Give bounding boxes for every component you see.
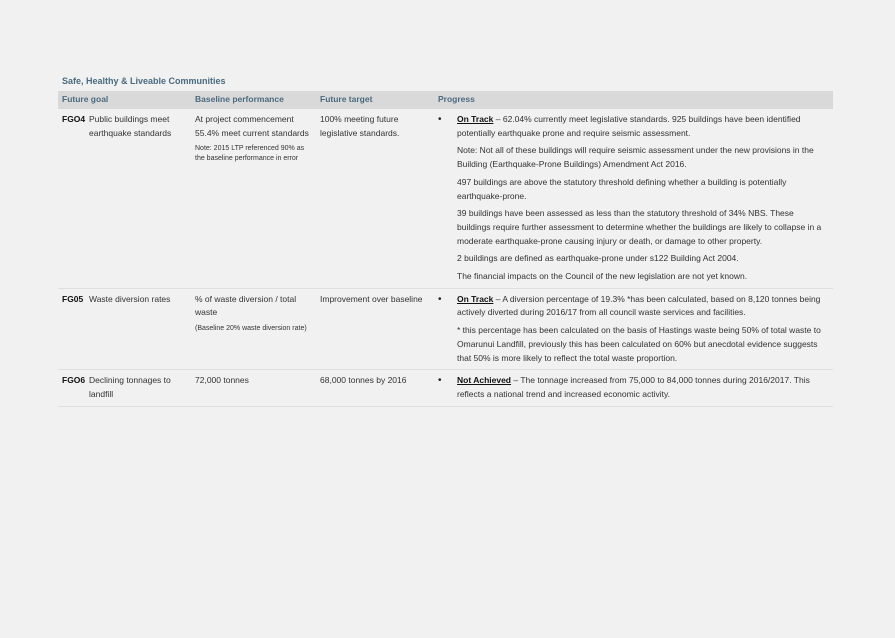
status-label: On Track	[457, 114, 494, 124]
bullet-icon: •	[438, 114, 442, 125]
progress-paragraph: 497 buildings are above the statutory threshold defining whether a building is potentially earthquake-prone.	[457, 176, 787, 201]
bullet-icon: •	[438, 293, 442, 305]
section-title: Safe, Healthy & Liveable Communities	[62, 76, 226, 86]
status-text: – The tonnage increased from 75,000 to 84,000 tonnes during 2016/2017. This reflects a national trend and increased economic activity.	[457, 375, 810, 399]
status-text: – 62.04% currently meet legislative standards. 925 buildings have been identified potentially earthquake prone and require seismic assessment.	[457, 114, 801, 138]
progress-status-paragraph	[457, 293, 829, 320]
header-future-target: Future target	[316, 91, 434, 109]
baseline-cell	[191, 109, 316, 288]
goal-name: Public buildings meet earthquake standards	[89, 114, 172, 138]
progress-paragraph: 2 buildings are defined as earthquake-prone under s122 Building Act 2004.	[457, 253, 739, 264]
baseline-cell	[191, 288, 316, 370]
progress-paragraph: * this percentage has been calculated on the basis of Hastings waste being 50% of total waste to Omarunui Landfill, previously this has been calculated on 60% but anecdotal evidence suggests that 50% is more likely to reflect the total waste proportion.	[457, 325, 821, 363]
goal-cell	[58, 370, 191, 406]
goal-cell	[58, 288, 191, 370]
target-cell: 100% meeting future legislative standards.	[316, 109, 434, 288]
progress-status-paragraph	[457, 374, 829, 401]
header-baseline-performance: Baseline performance	[191, 91, 316, 109]
goal-name: Declining tonnages to landfill	[89, 375, 171, 399]
progress-paragraph: 39 buildings have been assessed as less than the statutory threshold of 34% NBS. These buildings require further assessment to determine whether the buildings are likely to collapse in a moderate earthquake-prone causing injury or death, or damage to other property.	[457, 208, 822, 246]
table-row	[58, 109, 833, 288]
status-label: On Track	[457, 293, 494, 304]
goal-name: Waste diversion rates	[89, 293, 171, 304]
progress-cell	[434, 370, 833, 406]
progress-cell	[434, 288, 833, 370]
progress-status-paragraph	[457, 113, 829, 140]
baseline-note: Note: 2015 LTP referenced 90% as the baseline performance in error	[195, 145, 305, 163]
baseline-cell: 72,000 tonnes	[191, 370, 316, 406]
target-cell: Improvement over baseline	[316, 288, 434, 370]
goal-code: FGO6	[62, 375, 86, 386]
progress-cell	[434, 109, 833, 288]
target-cell: 68,000 tonnes by 2016	[316, 370, 434, 406]
progress-paragraph: The financial impacts on the Council of the new legislation are not yet known.	[457, 271, 748, 282]
table-row	[58, 288, 833, 370]
baseline-value: At project commencement 55.4% meet current standards	[195, 114, 309, 138]
table-header-row	[58, 91, 833, 109]
goal-cell	[58, 109, 191, 288]
goal-code: FG05	[62, 293, 84, 304]
baseline-note: (Baseline 20% waste diversion rate)	[195, 325, 307, 333]
performance-table	[58, 91, 833, 407]
status-text: – A diversion percentage of 19.3% *has been calculated, based on 8,120 tonnes being actively diverted during 2016/17 from all council waste services and facilities.	[457, 293, 821, 318]
header-future-goal: Future goal	[58, 91, 191, 109]
goal-code: FGO4	[62, 114, 86, 124]
header-progress: Progress	[434, 91, 833, 109]
status-label: Not Achieved	[457, 375, 512, 386]
bullet-icon: •	[438, 375, 442, 387]
table-row	[58, 370, 833, 406]
baseline-value: % of waste diversion / total waste	[195, 293, 297, 318]
progress-paragraph: Note: Not all of these buildings will require seismic assessment under the new provisions in the Building (Earthquake-Prone Buildings) Amendment Act 2016.	[457, 145, 814, 170]
